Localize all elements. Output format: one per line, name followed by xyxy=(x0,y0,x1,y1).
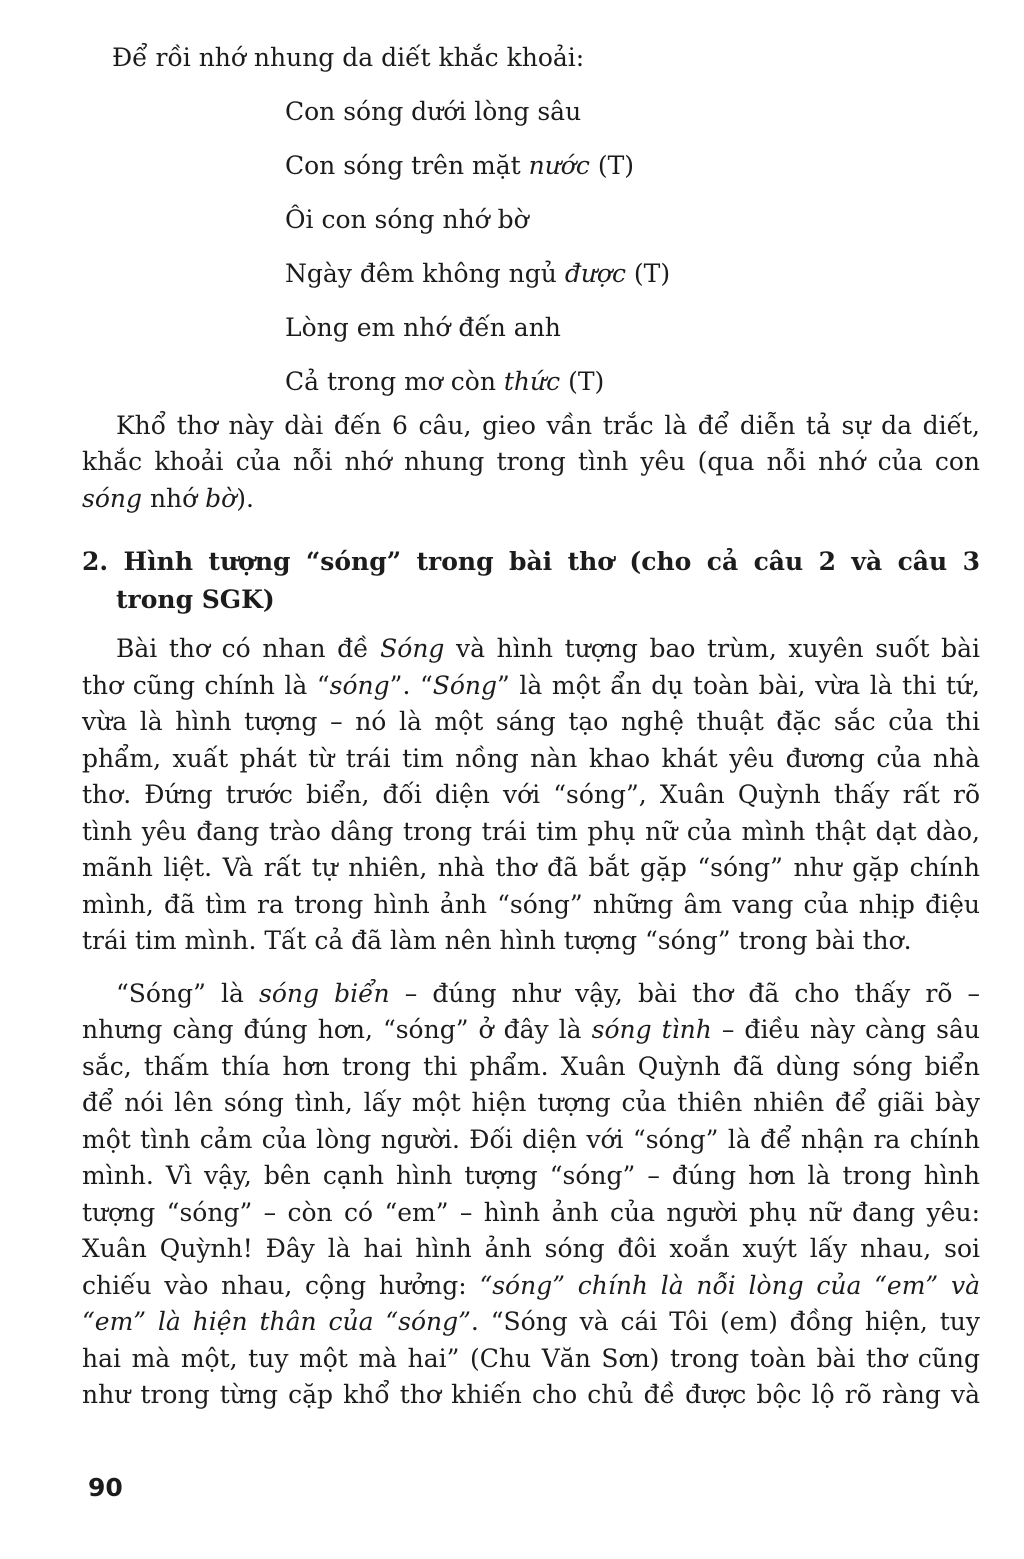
poem-line: Ôi con sóng nhớ bờ xyxy=(285,204,529,234)
page-number: 90 xyxy=(88,1473,123,1502)
page-content xyxy=(82,40,980,1414)
poem-line: Con sóng trên mặt nước (T) xyxy=(285,150,635,180)
paragraph-line: vừa là hình tượng – nó là một sáng tạo nghệ thuật đặc sắc của thi xyxy=(82,707,980,736)
section-heading xyxy=(82,543,980,619)
paragraph-line: Xuân Quỳnh! Đây là hai hình ảnh sóng đôi xoắn xuýt lấy nhau, soi xyxy=(82,1234,980,1263)
paragraph-line: Bài thơ có nhan đề Sóng và hình tượng bao trùm, xuyên suốt bài xyxy=(116,634,980,663)
paragraph-line: thơ. Đứng trước biển, đối diện với “sóng”, Xuân Quỳnh thấy rất rõ xyxy=(82,780,980,809)
paragraph-line: tượng “sóng” – còn có “em” – hình ảnh của người phụ nữ đang yêu: xyxy=(82,1197,980,1227)
paragraph-line: mãnh liệt. Và rất tự nhiên, nhà thơ đã bắt gặp “sóng” như gặp chính xyxy=(82,853,980,882)
paragraph-line: Khổ thơ này dài đến 6 câu, gieo vần trắc là để diễn tả sự da diết, xyxy=(116,410,980,440)
paragraph-stanza-analysis xyxy=(82,408,980,518)
poem-line: Con sóng dưới lòng sâu xyxy=(285,96,582,126)
poem-line: Lòng em nhớ đến anh xyxy=(285,312,561,342)
paragraph-line: sắc, thấm thía hơn trong thi phẩm. Xuân Quỳnh đã dùng sóng biển xyxy=(82,1051,980,1081)
heading-line: 2. Hình tượng “sóng” trong bài thơ (cho cả câu 2 và câu 3 xyxy=(82,547,980,576)
paragraph-line: một tình cảm của lòng người. Đối diện với “sóng” là để nhận ra chính xyxy=(82,1124,980,1154)
intro-line: Để rồi nhớ nhung da diết khắc khoải: xyxy=(112,43,585,72)
paragraph-song-image xyxy=(82,631,980,960)
paragraph-line: thơ cũng chính là “sóng”. “Sóng” là một ẩn dụ toàn bài, vừa là thi tứ, xyxy=(82,670,980,700)
poem-stanza xyxy=(82,94,980,401)
paragraph-line: mình. Vì vậy, bên cạnh hình tượng “sóng” – đúng hơn là trong hình xyxy=(82,1161,980,1190)
paragraph-line: hai mà một, tuy một mà hai” (Chu Văn Sơn) trong toàn bài thơ cũng xyxy=(82,1343,980,1373)
heading-line: trong SGK) xyxy=(116,585,275,614)
paragraph-line: khắc khoải của nỗi nhớ nhung trong tình yêu (qua nỗi nhớ của con xyxy=(82,447,980,476)
paragraph-line: mình, đã tìm ra trong hình ảnh “sóng” những âm vang của nhịp điệu xyxy=(82,889,980,919)
paragraph-line: phẩm, xuất phát từ trái tim nồng nàn khao khát yêu đương của nhà xyxy=(82,743,980,773)
paragraph-line: “em” là hiện thân của “sóng”. “Sóng và cái Tôi (em) đồng hiện, tuy xyxy=(82,1307,980,1336)
paragraph-line: như trong từng cặp khổ thơ khiến cho chủ đề được bộc lộ rõ ràng và xyxy=(82,1380,980,1409)
paragraph-line: chiếu vào nhau, cộng hưởng: “sóng” chính là nỗi lòng của “em” và xyxy=(82,1270,980,1300)
paragraph-song-bien-song-tinh xyxy=(82,976,980,1414)
paragraph-line: “Sóng” là sóng biển – đúng như vậy, bài thơ đã cho thấy rõ – xyxy=(116,978,980,1008)
paragraph-line: sóng nhớ bờ). xyxy=(82,483,254,513)
paragraph-line: trái tim mình. Tất cả đã làm nên hình tượng “sóng” trong bài thơ. xyxy=(82,926,912,955)
paragraph-line: nhưng càng đúng hơn, “sóng” ở đây là sóng tình – điều này càng sâu xyxy=(82,1015,980,1044)
paragraph-line: để nói lên sóng tình, lấy một hiện tượng của thiên nhiên để giãi bày xyxy=(82,1088,980,1117)
paragraph-line: tình yêu đang trào dâng trong trái tim phụ nữ của mình thật dạt dào, xyxy=(82,816,980,846)
poem-line: Ngày đêm không ngủ được (T) xyxy=(285,258,671,288)
poem-line: Cả trong mơ còn thức (T) xyxy=(285,366,605,396)
